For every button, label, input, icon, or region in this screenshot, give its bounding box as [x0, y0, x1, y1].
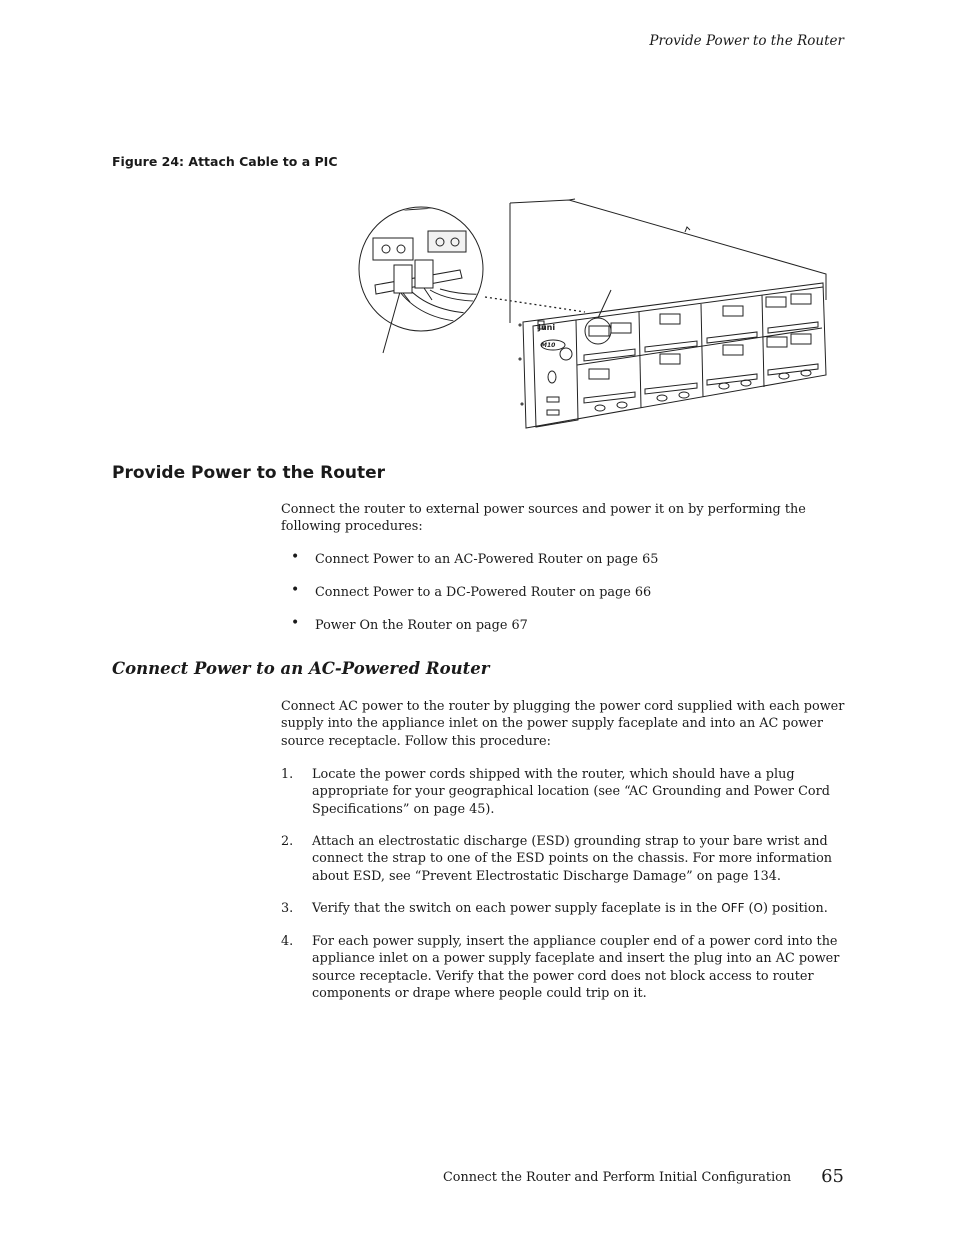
svg-text:M10: M10 — [541, 342, 556, 349]
procedure-step: 2. Attach an electrostatic discharge (ESD) grounding strap to your bare wrist and connect the strap to one of the ESD points on the chassis. For more information about ESD, see “Prevent Electrostatic Discharge Damage” on page 134. — [281, 834, 833, 884]
svg-text:Juni: Juni — [538, 323, 556, 332]
procedure-step: 4. For each power supply, insert the appliance coupler end of a power cord into the appliance inlet on a power supply faceplate and insert the plug into an AC power source receptacle. Verify that the power cord does not block access to router components or drape where people could trip on it. — [281, 934, 840, 1001]
procedure-step: 3. Verify that the switch on each power supply faceplate is in the OFF (O) position. — [281, 901, 828, 916]
subsection-heading-ac-powered: Connect Power to an AC-Powered Router — [112, 659, 490, 678]
procedure-step: 1. Locate the power cords shipped with the router, which should have a plug appropriate for your geographical location (see “AC Grounding and Power Cord Specifications” on page 45). — [281, 767, 830, 817]
procedure-link-list — [291, 551, 846, 650]
list-item[interactable]: • Connect Power to an AC-Powered Router on page 65 — [291, 549, 659, 567]
figure-caption: Figure 24: Attach Cable to a PIC — [112, 154, 338, 169]
list-item[interactable]: • Power On the Router on page 67 — [291, 615, 528, 633]
section-intro-paragraph: Connect the router to external power sources and power it on by performing the following procedures: — [281, 502, 806, 535]
footer-chapter-title: Connect the Router and Perform Initial Configuration — [443, 1170, 792, 1185]
running-header: Provide Power to the Router — [649, 33, 844, 49]
off-symbol: O — [753, 901, 763, 915]
list-item[interactable]: • Connect Power to a DC-Powered Router on page 66 — [291, 582, 652, 600]
page-number: 65 — [821, 1166, 844, 1187]
subsection-intro-paragraph: Connect AC power to the router by plugging the power cord supplied with each power supply into the appliance inlet on the power supply faceplate and into an AC power source receptacle. Follow this procedure: — [281, 699, 845, 749]
off-label: OFF — [721, 901, 745, 915]
section-heading-provide-power: Provide Power to the Router — [112, 463, 386, 483]
router-pic-cable-illustration — [355, 195, 830, 435]
